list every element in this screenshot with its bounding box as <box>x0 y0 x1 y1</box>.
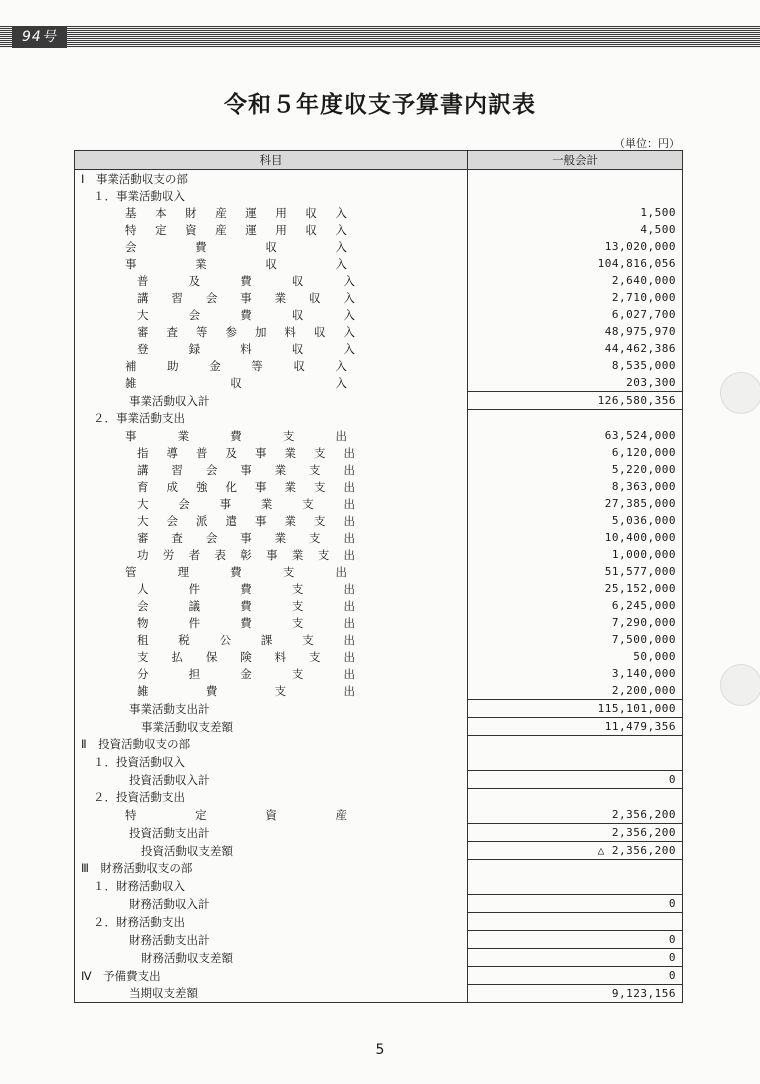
row-item <box>75 753 468 771</box>
table-row <box>75 985 683 1003</box>
row-value: 2,356,200 <box>468 806 683 824</box>
row-item <box>75 340 468 357</box>
row-value <box>468 187 683 204</box>
issue-label: 94号 <box>12 26 67 48</box>
table-row <box>75 221 683 238</box>
table-row <box>75 736 683 754</box>
table-row <box>75 824 683 842</box>
table-row <box>75 614 683 631</box>
row-item <box>75 913 468 931</box>
row-item <box>75 529 468 546</box>
column-header-item: 科目 <box>75 151 468 170</box>
unit-note: （単位：円） <box>614 137 680 150</box>
row-value <box>468 789 683 807</box>
table-row <box>75 289 683 306</box>
row-value <box>468 860 683 878</box>
row-value: 2,356,200 <box>468 824 683 842</box>
table-row <box>75 461 683 478</box>
row-value: 9,123,156 <box>468 985 683 1003</box>
table-row <box>75 842 683 860</box>
row-label: 支 払 保 険 料 支 出 <box>137 649 355 664</box>
row-item <box>75 478 468 495</box>
row-item <box>75 272 468 289</box>
row-value: 51,577,000 <box>468 563 683 580</box>
row-value: 115,101,000 <box>468 700 683 718</box>
row-label: 大 会 派 遣 事 業 支 出 <box>137 513 355 528</box>
row-value: 0 <box>468 771 683 789</box>
row-item <box>75 410 468 428</box>
row-label: 普 及 費 収 入 <box>137 273 355 288</box>
row-value <box>468 736 683 754</box>
row-label: ２．投資活動支出 <box>93 790 185 805</box>
row-value: 8,363,000 <box>468 478 683 495</box>
row-item <box>75 682 468 700</box>
table-row <box>75 718 683 736</box>
row-item <box>75 221 468 238</box>
row-label: 育 成 強 化 事 業 支 出 <box>137 479 355 494</box>
row-item <box>75 392 468 410</box>
row-item <box>75 563 468 580</box>
row-label: 事業活動支出計 <box>129 701 210 716</box>
row-value: 4,500 <box>468 221 683 238</box>
row-item <box>75 444 468 461</box>
row-value: 2,710,000 <box>468 289 683 306</box>
row-item <box>75 895 468 913</box>
table-row <box>75 374 683 392</box>
row-value: 5,220,000 <box>468 461 683 478</box>
table-header-row <box>75 151 683 170</box>
row-label: 財務活動収支差額 <box>141 950 233 965</box>
table-row <box>75 877 683 895</box>
table-row <box>75 597 683 614</box>
table-row <box>75 967 683 985</box>
table-row <box>75 306 683 323</box>
table-row <box>75 563 683 580</box>
row-item <box>75 357 468 374</box>
row-label: 租 税 公 課 支 出 <box>137 632 355 647</box>
row-label: 功 労 者 表 彰 事 業 支 出 <box>137 547 355 562</box>
row-label: 特 定 資 産 <box>125 807 347 822</box>
table-row <box>75 949 683 967</box>
row-label: 指 導 普 及 事 業 支 出 <box>137 445 355 460</box>
row-label: 大 会 費 収 入 <box>137 307 355 322</box>
table-row <box>75 255 683 272</box>
row-item <box>75 512 468 529</box>
row-label: 雑 費 支 出 <box>137 683 355 698</box>
row-item <box>75 170 468 188</box>
table-row <box>75 860 683 878</box>
row-label: Ⅰ 事業活動収支の部 <box>81 171 188 186</box>
table-row <box>75 789 683 807</box>
row-item <box>75 967 468 985</box>
row-item <box>75 614 468 631</box>
row-value: 13,020,000 <box>468 238 683 255</box>
row-value <box>468 170 683 188</box>
row-value <box>468 753 683 771</box>
table-row <box>75 771 683 789</box>
row-item <box>75 949 468 967</box>
table-row <box>75 495 683 512</box>
row-label: ２．事業活動支出 <box>93 411 185 426</box>
table-row <box>75 700 683 718</box>
row-value: 50,000 <box>468 648 683 665</box>
row-label: 当期収支差額 <box>129 986 198 1001</box>
row-value: 126,580,356 <box>468 392 683 410</box>
row-item <box>75 648 468 665</box>
page-number: 5 <box>375 1042 385 1058</box>
row-value: 48,975,970 <box>468 323 683 340</box>
row-value: 11,479,356 <box>468 718 683 736</box>
row-value: 6,245,000 <box>468 597 683 614</box>
row-value: 6,120,000 <box>468 444 683 461</box>
row-label: 補 助 金 等 収 入 <box>125 358 347 373</box>
row-item <box>75 238 468 255</box>
binder-hole <box>720 664 760 706</box>
row-value: △ 2,356,200 <box>468 842 683 860</box>
row-label: 登 録 料 収 入 <box>137 341 355 356</box>
table-row <box>75 187 683 204</box>
row-value: 5,036,000 <box>468 512 683 529</box>
row-label: 管 理 費 支 出 <box>125 564 347 579</box>
row-value: 27,385,000 <box>468 495 683 512</box>
row-label: 投資活動収支差額 <box>141 843 233 858</box>
row-value <box>468 410 683 428</box>
row-value: 25,152,000 <box>468 580 683 597</box>
row-label: 投資活動支出計 <box>129 825 210 840</box>
row-value: 104,816,056 <box>468 255 683 272</box>
row-label: 事 業 収 入 <box>125 256 347 271</box>
row-value: 63,524,000 <box>468 427 683 444</box>
row-label: 大 会 事 業 支 出 <box>137 496 355 511</box>
row-item <box>75 931 468 949</box>
row-value: 7,290,000 <box>468 614 683 631</box>
table-row <box>75 648 683 665</box>
table-row <box>75 512 683 529</box>
row-item <box>75 985 468 1003</box>
table-row <box>75 427 683 444</box>
table-row <box>75 529 683 546</box>
header-band <box>0 26 760 48</box>
table-row <box>75 546 683 563</box>
row-item <box>75 289 468 306</box>
row-value <box>468 913 683 931</box>
row-label: 投資活動収入計 <box>129 772 210 787</box>
page-title: 令和５年度収支予算書内訳表 <box>224 91 536 118</box>
table-row <box>75 272 683 289</box>
row-item <box>75 842 468 860</box>
table-row <box>75 444 683 461</box>
row-label: 審 査 等 参 加 料 収 入 <box>137 324 355 339</box>
row-item <box>75 461 468 478</box>
row-item <box>75 597 468 614</box>
row-label: 事 業 費 支 出 <box>125 428 347 443</box>
table-row <box>75 806 683 824</box>
table-row <box>75 170 683 188</box>
row-label: Ⅳ 予備費支出 <box>81 968 161 983</box>
table-row <box>75 895 683 913</box>
row-item <box>75 255 468 272</box>
row-item <box>75 306 468 323</box>
row-label: 審 査 会 事 業 支 出 <box>137 530 355 545</box>
row-value: 0 <box>468 949 683 967</box>
row-value: 0 <box>468 895 683 913</box>
table-row <box>75 913 683 931</box>
row-value <box>468 877 683 895</box>
row-value: 44,462,386 <box>468 340 683 357</box>
row-item <box>75 806 468 824</box>
table-row <box>75 931 683 949</box>
row-value: 10,400,000 <box>468 529 683 546</box>
row-item <box>75 323 468 340</box>
row-label: １．事業活動収入 <box>93 188 185 203</box>
row-label: 講 習 会 事 業 収 入 <box>137 290 355 305</box>
row-label: 財務活動収入計 <box>129 896 210 911</box>
table-row <box>75 323 683 340</box>
row-label: 分 担 金 支 出 <box>137 666 355 681</box>
table-row <box>75 410 683 428</box>
row-value: 0 <box>468 967 683 985</box>
table-row <box>75 204 683 221</box>
row-item <box>75 495 468 512</box>
row-item <box>75 824 468 842</box>
row-label: １．投資活動収入 <box>93 754 185 769</box>
row-label: ２．財務活動支出 <box>93 914 185 929</box>
row-label: Ⅲ 財務活動収支の部 <box>81 861 193 876</box>
table-row <box>75 340 683 357</box>
row-label: 基 本 財 産 運 用 収 入 <box>125 205 347 220</box>
row-value: 1,500 <box>468 204 683 221</box>
table-row <box>75 580 683 597</box>
row-label: Ⅱ 投資活動収支の部 <box>81 737 191 752</box>
table-row <box>75 238 683 255</box>
table-row <box>75 392 683 410</box>
table-row <box>75 631 683 648</box>
row-item <box>75 187 468 204</box>
row-item <box>75 631 468 648</box>
row-item <box>75 546 468 563</box>
row-item <box>75 771 468 789</box>
row-item <box>75 877 468 895</box>
row-item <box>75 789 468 807</box>
row-item <box>75 718 468 736</box>
row-label: 事業活動収支差額 <box>141 719 233 734</box>
row-label: 物 件 費 支 出 <box>137 615 355 630</box>
row-item <box>75 580 468 597</box>
row-item <box>75 860 468 878</box>
row-value: 2,200,000 <box>468 682 683 700</box>
binder-hole <box>720 372 760 414</box>
row-value: 203,300 <box>468 374 683 392</box>
row-label: 財務活動支出計 <box>129 932 210 947</box>
row-item <box>75 204 468 221</box>
table-row <box>75 682 683 700</box>
row-value: 0 <box>468 931 683 949</box>
column-header-general: 一般会計 <box>468 151 683 170</box>
row-value: 6,027,700 <box>468 306 683 323</box>
budget-table <box>74 150 683 1003</box>
row-value: 2,640,000 <box>468 272 683 289</box>
row-item <box>75 374 468 392</box>
row-label: 雑 収 入 <box>125 375 347 390</box>
row-label: 会 議 費 支 出 <box>137 598 355 613</box>
row-item <box>75 427 468 444</box>
row-item <box>75 736 468 754</box>
row-label: １．財務活動収入 <box>93 878 185 893</box>
row-label: 特 定 資 産 運 用 収 入 <box>125 222 347 237</box>
row-label: 講 習 会 事 業 支 出 <box>137 462 355 477</box>
table-row <box>75 478 683 495</box>
table-row <box>75 753 683 771</box>
row-item <box>75 700 468 718</box>
row-label: 人 件 費 支 出 <box>137 581 355 596</box>
table-row <box>75 357 683 374</box>
row-label: 事業活動収入計 <box>129 393 210 408</box>
row-value: 3,140,000 <box>468 665 683 682</box>
row-value: 1,000,000 <box>468 546 683 563</box>
row-item <box>75 665 468 682</box>
row-value: 7,500,000 <box>468 631 683 648</box>
row-value: 8,535,000 <box>468 357 683 374</box>
row-label: 会 費 収 入 <box>125 239 347 254</box>
table-row <box>75 665 683 682</box>
